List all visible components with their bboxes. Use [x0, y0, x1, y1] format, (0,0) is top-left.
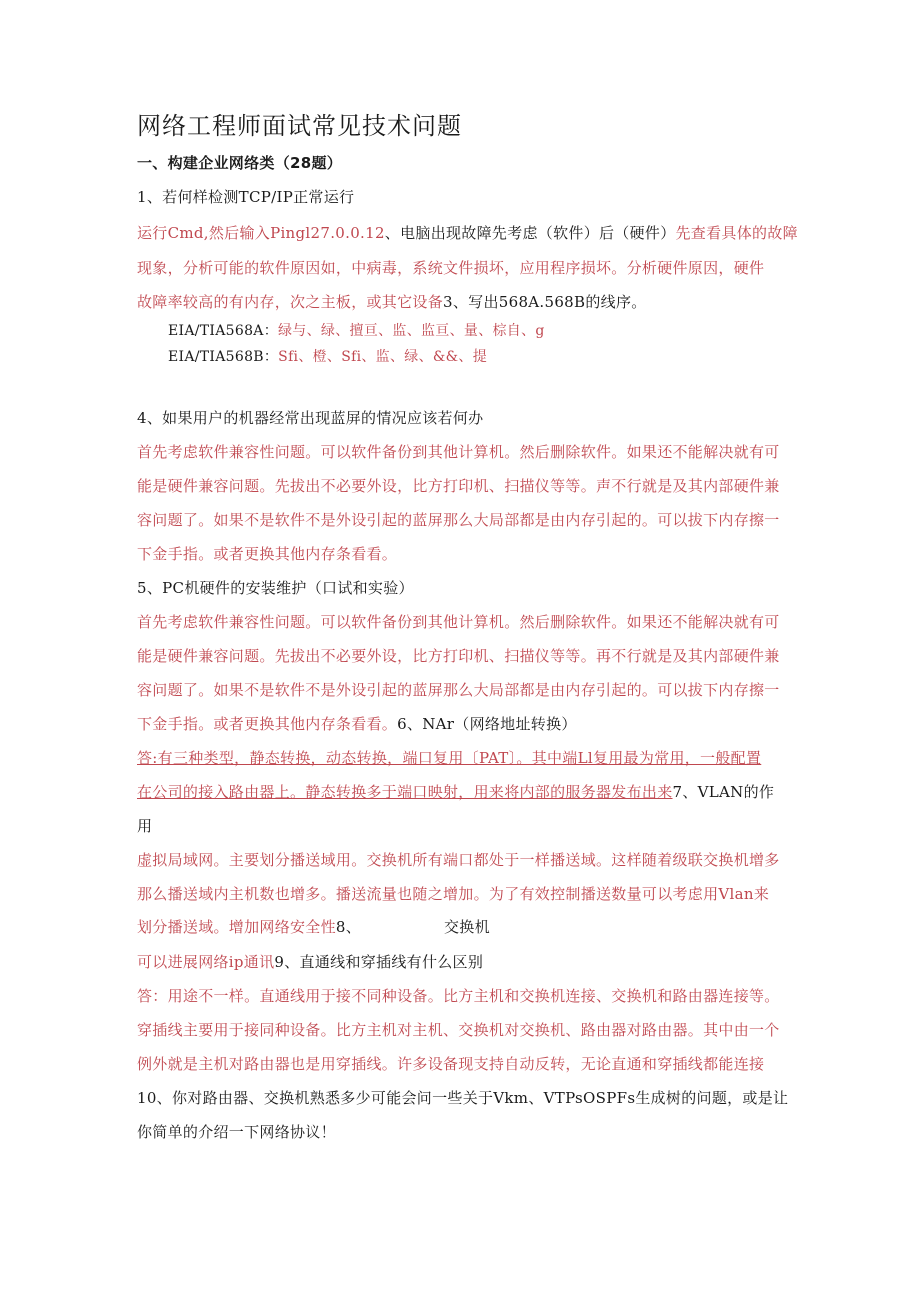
answer-4-line: 首先考虑软件兼容性问题。可以软件备份到其他计算机。然后删除软件。如果还不能解决就有可: [137, 443, 780, 461]
answer-6-line-2: [137, 782, 774, 802]
answer-7-line-3: [137, 917, 361, 937]
answer-8-text: 可以进展网络ip通讯: [137, 953, 275, 971]
answer-9-line: 答：用途不一样。直通线用于接不同种设备。比方主机和交换机连接、交换机和路由器连接等。: [137, 987, 780, 1005]
wiring-568a-label: EIA/TIA568A：: [168, 323, 278, 339]
answer-5-line: 能是硬件兼容问题。先拔出不必要外设，比方打印机、扫描仪等等。再不行就是及其内部硬件兼: [137, 647, 780, 665]
answer-9-line: 穿插线主要用于接同种设备。比方主机对主机、交换机对交换机、路由器对路由器。其中由一个: [137, 1021, 780, 1039]
question-5: 5、PC机硬件的安装维护（口试和实验）: [137, 579, 414, 597]
question-3: 3、写出568A.568B的线序。: [443, 293, 647, 311]
answer-7-line: 虚拟局域网。主要划分播送域用。交换机所有端口都处于一样播送域。这样随着级联交换机增多: [137, 851, 780, 869]
question-2: 、电脑出现故障先考虑（软件）后（硬件）: [384, 224, 676, 242]
answer-1-line-1: [137, 223, 798, 243]
answer-4-line: 容问题了。如果不是软件不是外设引起的蓝屏那么大局部都是由内存引起的。可以拔下内存擦一: [137, 511, 780, 529]
section-heading: 一、构建企业网络类（28题）: [137, 154, 343, 172]
question-10-line-2: 你简单的介绍一下网络协议！: [137, 1123, 336, 1141]
answer-6-line-1: 答:有三种类型，静态转换，动态转换，端口复用〔PAT〕。其中端Ll复用最为常用，一般配置: [137, 749, 762, 767]
wiring-568a-value: 绿与、绿、擅亘、监、监亘、量、棕自、g: [278, 323, 545, 339]
question-9: 9、直通线和穿插线有什么区别: [274, 953, 484, 971]
question-10-line-1: 10、你对路由器、交换机熟悉多少可能会问一些关于Vkm、VTPsOSPFs生成树的问题，或是让: [137, 1089, 789, 1107]
answer-2-tail: 故障率较高的有内存，次之主板，或其它设备: [137, 293, 444, 311]
question-1: 1、若何样检测TCP/IP正常运行: [137, 188, 355, 206]
answer-8-line: [137, 952, 483, 972]
answer-5-line: 首先考虑软件兼容性问题。可以软件备份到其他计算机。然后删除软件。如果还不能解决就有可: [137, 613, 780, 631]
wiring-568a: [168, 321, 545, 341]
answer-5-tail: 下金手指。或者更换其他内存条看看。: [137, 715, 398, 733]
answer-2-line-2: 现象，分析可能的软件原因如，中病毒，系统文件损坏，应用程序损坏。分析硬件原因，硬件: [137, 259, 765, 277]
answer-4-line: 下金手指。或者更换其他内存条看看。: [137, 545, 398, 563]
question-4: 4、如果用户的机器经常出现蓝屏的情况应该若何办: [137, 409, 484, 427]
question-6: 6、NAr（网络地址转换）: [397, 715, 577, 733]
question-8: 8、: [335, 918, 362, 936]
answer-9-line: 例外就是主机对路由器也是用穿插线。许多设备现支持自动反转，无论直通和穿插线都能连接: [137, 1055, 765, 1073]
answer-5-line-4: [137, 714, 577, 734]
answer-7-tail: 划分播送域。增加网络安全性: [137, 918, 336, 936]
answer-7-line: 那么播送域内主机数也增多。播送流量也随之增加。为了有效控制播送数量可以考虑用Vlan来: [137, 885, 770, 903]
page-title: 网络工程师面试常见技术问题: [137, 112, 462, 140]
answer-4-line: 能是硬件兼容问题。先拔出不必要外设，比方打印机、扫描仪等等。声不行就是及其内部硬件兼: [137, 477, 780, 495]
question-8-tail: 交换机: [444, 918, 490, 936]
answer-6-tail: 在公司的接入路由器上。静态转换多于端口映射，用来将内部的服务器发布出来: [137, 783, 673, 801]
wiring-568b: [168, 347, 487, 367]
wiring-568b-label: EIA/TIA568B：: [168, 349, 279, 365]
answer-1-text: 运行Cmd,然后输入Pingl27.0.0.12: [137, 224, 385, 242]
answer-2-text: 先查看具体的故障: [675, 224, 798, 242]
question-7-cont: 用: [137, 817, 153, 835]
wiring-568b-value: Sfi、橙、Sfi、监、绿、&&、提: [278, 349, 487, 365]
question-7: 7、VLAN的作: [672, 783, 775, 801]
answer-2-line-3: [137, 292, 647, 312]
answer-5-line: 容问题了。如果不是软件不是外设引起的蓝屏那么大局部都是由内存引起的。可以拔下内存擦一: [137, 681, 780, 699]
